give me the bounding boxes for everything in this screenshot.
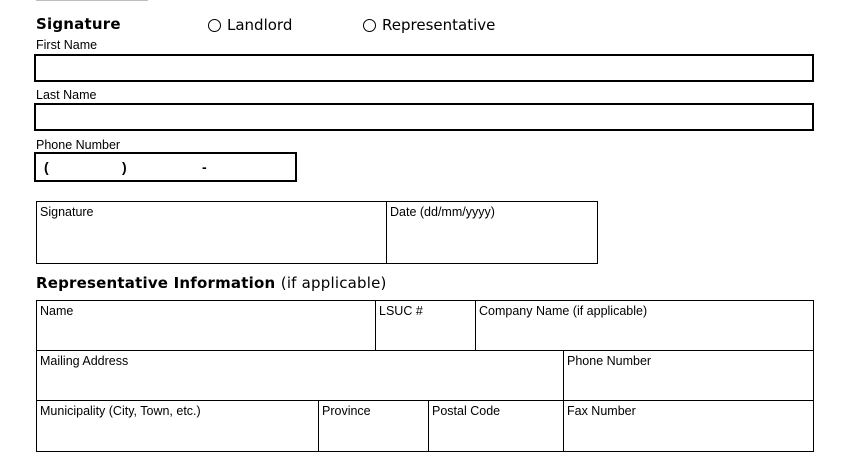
phone-dash: - [202, 159, 207, 175]
rep-lsuc-cell[interactable] [375, 300, 476, 351]
rep-phone-label: Phone Number [567, 354, 652, 368]
landlord-radio[interactable] [208, 16, 292, 34]
rep-municipality-label: Municipality (City, Town, etc.) [40, 404, 201, 418]
rep-lsuc-label: LSUC # [379, 304, 423, 318]
rep-name-cell[interactable] [36, 300, 376, 351]
date-box-label: Date (dd/mm/yyyy) [390, 205, 495, 219]
rep-fax-cell[interactable] [563, 400, 814, 452]
rep-mailing-cell[interactable] [36, 350, 564, 401]
signature-box-label: Signature [40, 205, 94, 219]
signature-heading: Signature [36, 15, 121, 33]
rep-province-label: Province [322, 404, 371, 418]
representative-heading-note: (if applicable) [280, 274, 387, 292]
radio-circle-icon[interactable] [208, 19, 221, 32]
rep-company-cell[interactable] [475, 300, 814, 351]
rep-phone-cell[interactable] [563, 350, 814, 401]
landlord-radio-label: Landlord [227, 16, 293, 34]
phone-open-paren: ( [44, 159, 49, 175]
representative-heading-title: Representative Information [36, 274, 276, 292]
phone-close-paren: ) [122, 159, 127, 175]
representative-heading [36, 274, 387, 292]
last-name-field[interactable] [34, 103, 814, 131]
rep-company-label: Company Name (if applicable) [479, 304, 648, 318]
rep-mailing-label: Mailing Address [40, 354, 129, 368]
first-name-field[interactable] [34, 54, 814, 82]
radio-circle-icon[interactable] [363, 19, 376, 32]
last-name-label: Last Name [36, 88, 97, 102]
representative-radio-label: Representative [382, 16, 496, 34]
first-name-label: First Name [36, 38, 98, 52]
representative-radio[interactable] [363, 16, 495, 34]
phone-number-field[interactable] [34, 152, 297, 182]
rep-postal-cell[interactable] [428, 400, 564, 452]
signature-box[interactable] [36, 201, 387, 264]
rep-province-cell[interactable] [318, 400, 429, 452]
rep-fax-label: Fax Number [567, 404, 636, 418]
rep-postal-label: Postal Code [432, 404, 501, 418]
date-box[interactable] [386, 201, 598, 264]
rep-name-label: Name [40, 304, 74, 318]
rep-municipality-cell[interactable] [36, 400, 319, 452]
phone-number-label: Phone Number [36, 138, 121, 152]
top-rule [36, 0, 148, 1]
